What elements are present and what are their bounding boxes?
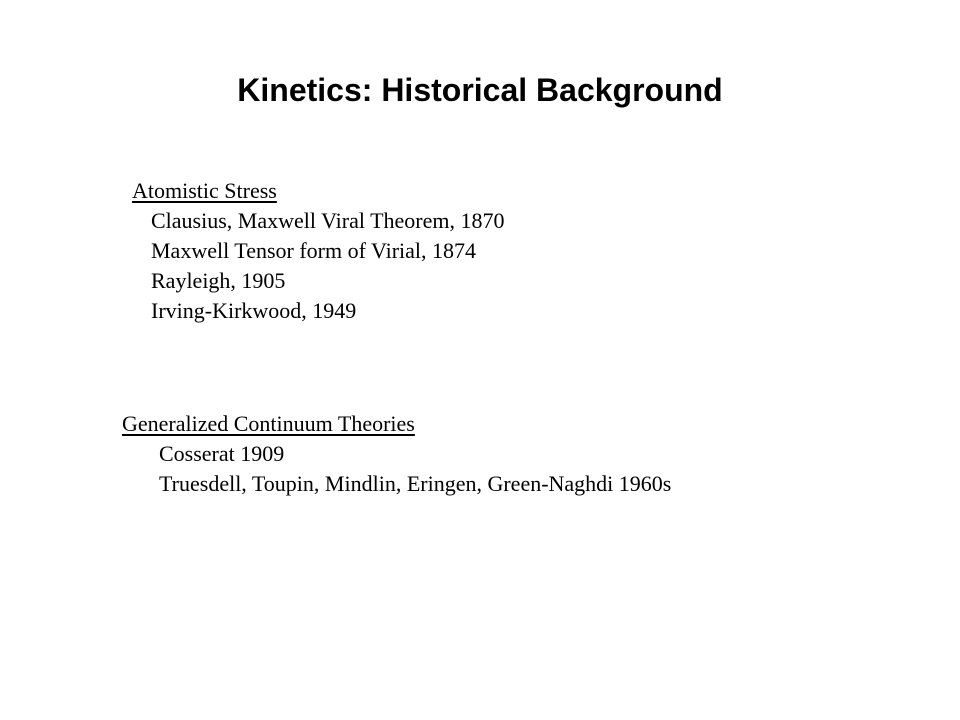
section-atomistic-stress xyxy=(132,176,504,326)
list-item: Rayleigh, 1905 xyxy=(151,268,286,293)
list-item: Clausius, Maxwell Viral Theorem, 1870 xyxy=(151,208,505,233)
section-generalized-continuum xyxy=(122,409,671,499)
section-heading: Atomistic Stress xyxy=(132,178,277,203)
list-item: Cosserat 1909 xyxy=(159,441,285,466)
list-item: Irving-Kirkwood, 1949 xyxy=(151,298,357,323)
slide-title: Kinetics: Historical Background xyxy=(237,72,723,108)
section-heading: Generalized Continuum Theories xyxy=(122,411,415,436)
list-item: Truesdell, Toupin, Mindlin, Eringen, Green-Naghdi 1960s xyxy=(159,471,672,496)
list-item: Maxwell Tensor form of Virial, 1874 xyxy=(151,238,477,263)
